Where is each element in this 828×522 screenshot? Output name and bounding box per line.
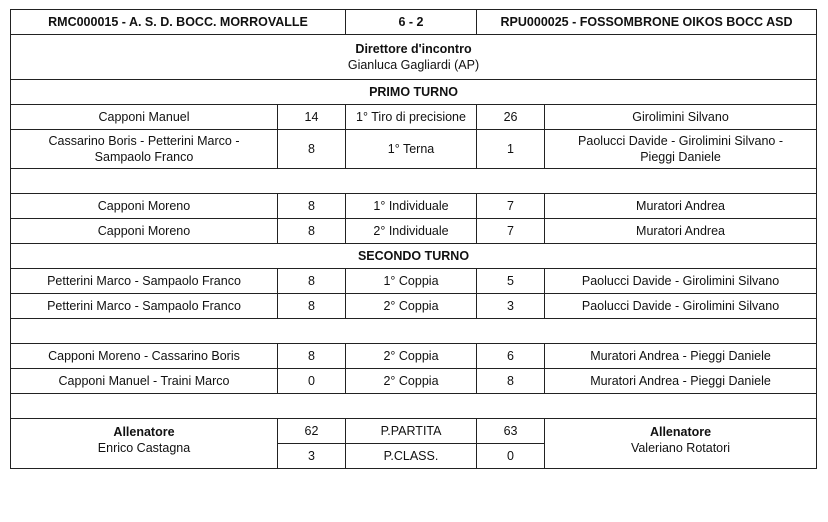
- away-player-line: Paolucci Davide - Girolimini Silvano -: [578, 134, 783, 148]
- event-name: 2° Individuale: [346, 219, 477, 244]
- event-name: 2° Coppia: [346, 369, 477, 394]
- table-row: [11, 294, 817, 319]
- away-coach-label: Allenatore: [649, 425, 712, 439]
- home-coach-cell: [11, 419, 278, 469]
- director-cell: [11, 35, 817, 80]
- match-score: 6 - 2: [346, 10, 477, 35]
- secondo-turno-title: SECONDO TURNO: [11, 244, 817, 269]
- away-score: 3: [477, 294, 545, 319]
- home-player: Capponi Manuel - Traini Marco: [11, 369, 278, 394]
- away-score: 26: [477, 105, 545, 130]
- away-player: Muratori Andrea: [545, 219, 817, 244]
- away-score: 7: [477, 194, 545, 219]
- event-name: 1° Coppia: [346, 269, 477, 294]
- home-coach-label: Allenatore: [113, 425, 175, 439]
- away-player: Muratori Andrea - Pieggi Daniele: [545, 369, 817, 394]
- home-player: Capponi Moreno - Cassarino Boris: [11, 344, 278, 369]
- away-player: [545, 130, 817, 169]
- header-row: [11, 10, 817, 35]
- home-score: 0: [278, 369, 346, 394]
- spacer-row: [11, 394, 817, 419]
- away-team-name: RPU000025 - FOSSOMBRONE OIKOS BOCC ASD: [477, 10, 817, 35]
- away-player: Girolimini Silvano: [545, 105, 817, 130]
- table-row: [11, 344, 817, 369]
- away-score: 7: [477, 219, 545, 244]
- event-name: 1° Terna: [346, 130, 477, 169]
- home-coach-name: Enrico Castagna: [97, 441, 191, 455]
- home-player: Capponi Moreno: [11, 194, 278, 219]
- spacer-row: [11, 169, 817, 194]
- away-partita-points: 63: [477, 419, 545, 444]
- home-player: Petterini Marco - Sampaolo Franco: [11, 269, 278, 294]
- home-score: 8: [278, 130, 346, 169]
- table-row: [11, 105, 817, 130]
- table-row: [11, 130, 817, 169]
- table-row: [11, 219, 817, 244]
- away-class-points: 0: [477, 444, 545, 469]
- event-name: 2° Coppia: [346, 344, 477, 369]
- away-player: Paolucci Davide - Girolimini Silvano: [545, 294, 817, 319]
- away-coach-cell: [545, 419, 817, 469]
- table-row: [11, 194, 817, 219]
- home-player: Capponi Manuel: [11, 105, 278, 130]
- home-score: 8: [278, 269, 346, 294]
- away-score: 8: [477, 369, 545, 394]
- event-name: 1° Individuale: [346, 194, 477, 219]
- match-report-table: [10, 9, 817, 469]
- home-score: 14: [278, 105, 346, 130]
- spacer-row: [11, 319, 817, 344]
- table-row: [11, 269, 817, 294]
- home-player: Petterini Marco - Sampaolo Franco: [11, 294, 278, 319]
- section-title-row: [11, 244, 817, 269]
- away-player: Paolucci Davide - Girolimini Silvano: [545, 269, 817, 294]
- home-score: 8: [278, 294, 346, 319]
- event-name: 2° Coppia: [346, 294, 477, 319]
- section-title-row: [11, 80, 817, 105]
- primo-turno-title: PRIMO TURNO: [11, 80, 817, 105]
- director-name: Gianluca Gagliardi (AP): [347, 58, 480, 72]
- home-score: 8: [278, 219, 346, 244]
- home-score: 8: [278, 344, 346, 369]
- spacer-cell: [11, 169, 817, 194]
- away-score: 5: [477, 269, 545, 294]
- away-score: 1: [477, 130, 545, 169]
- totals-row: [11, 419, 817, 444]
- director-label: Direttore d'incontro: [355, 42, 472, 56]
- away-player: Muratori Andrea: [545, 194, 817, 219]
- home-player: Capponi Moreno: [11, 219, 278, 244]
- away-player: Muratori Andrea - Pieggi Daniele: [545, 344, 817, 369]
- director-row: [11, 35, 817, 80]
- home-player-line: Sampaolo Franco: [94, 150, 194, 164]
- home-team-name: RMC000015 - A. S. D. BOCC. MORROVALLE: [11, 10, 346, 35]
- away-player-line: Pieggi Daniele: [640, 150, 721, 164]
- event-name: 1° Tiro di precisione: [346, 105, 477, 130]
- away-coach-name: Valeriano Rotatori: [630, 441, 731, 455]
- home-player: [11, 130, 278, 169]
- home-class-points: 3: [278, 444, 346, 469]
- home-score: 8: [278, 194, 346, 219]
- spacer-cell: [11, 394, 817, 419]
- partita-label: P.PARTITA: [346, 419, 477, 444]
- home-partita-points: 62: [278, 419, 346, 444]
- spacer-cell: [11, 319, 817, 344]
- class-label: P.CLASS.: [346, 444, 477, 469]
- home-player-line: Cassarino Boris - Petterini Marco -: [48, 134, 240, 148]
- away-score: 6: [477, 344, 545, 369]
- table-row: [11, 369, 817, 394]
